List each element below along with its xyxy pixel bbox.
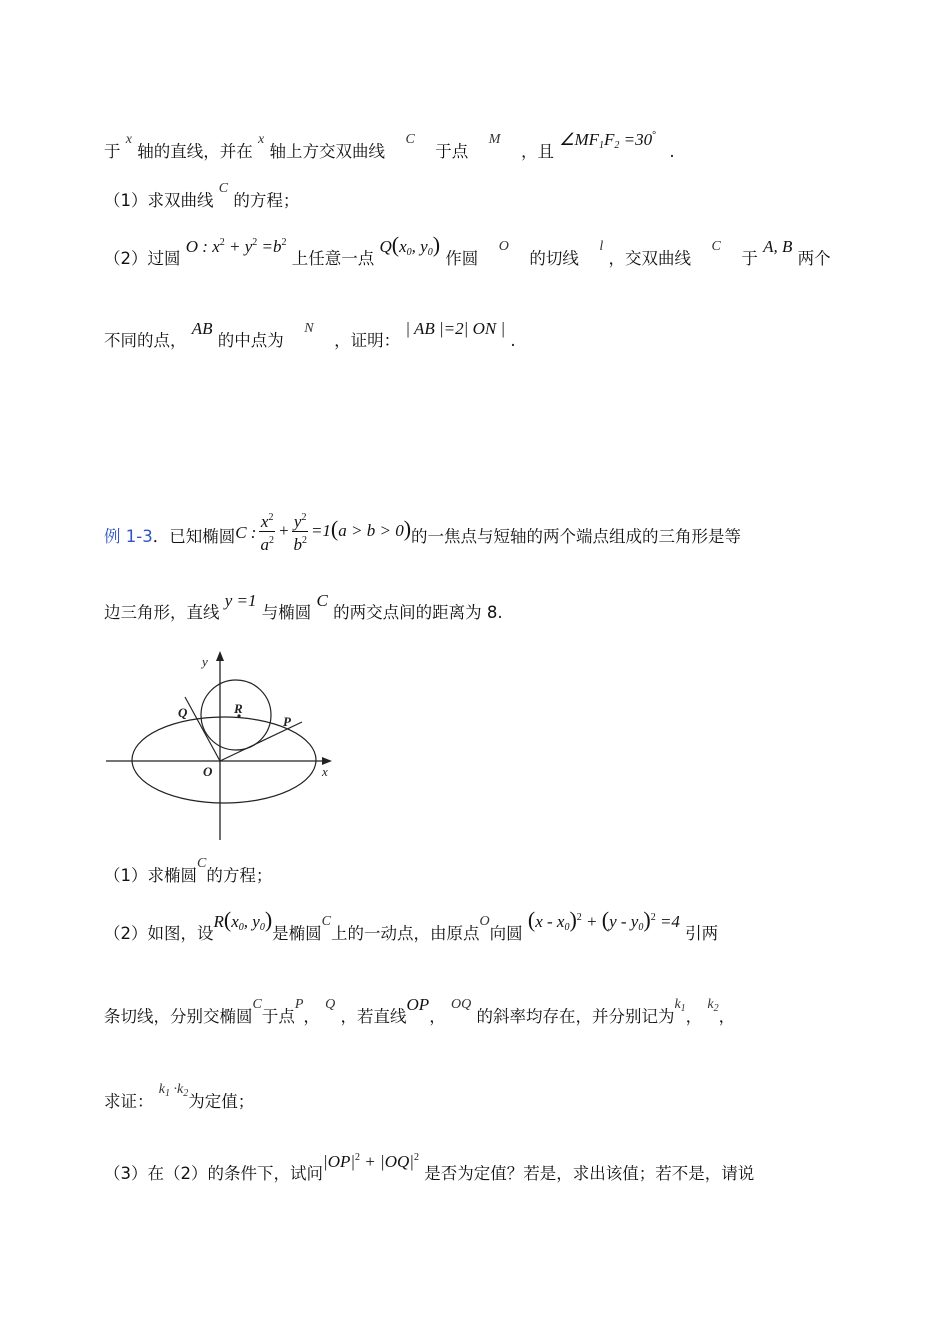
text: 是椭圆 bbox=[272, 924, 322, 943]
text: （3）在（2）的条件下，试问 bbox=[104, 1164, 323, 1183]
var-o: O bbox=[479, 914, 490, 929]
var-c: C bbox=[252, 997, 262, 1012]
period: . bbox=[510, 331, 516, 350]
period: . bbox=[669, 142, 675, 161]
prev-q2 bbox=[104, 232, 846, 277]
var-c: C : bbox=[235, 523, 257, 542]
ellipse-circle-figure bbox=[100, 645, 350, 845]
text: 于点 bbox=[261, 1007, 295, 1026]
text: 于点 bbox=[435, 142, 469, 161]
label-x: x bbox=[322, 764, 328, 779]
text: 不同的点， bbox=[104, 331, 187, 350]
condition: =1(a > b > 0) bbox=[310, 516, 412, 541]
text: （1）求椭圆 bbox=[104, 866, 197, 885]
text: 与椭圆 bbox=[261, 603, 312, 622]
text: 于 bbox=[104, 142, 121, 161]
text: ，证明： bbox=[334, 331, 401, 350]
plus: + bbox=[277, 521, 290, 540]
var-oq: OQ bbox=[450, 997, 472, 1012]
text: 引两 bbox=[685, 924, 719, 943]
var-c: C bbox=[711, 239, 721, 254]
text: 是否为定值？若是，求出该值；若不是，请说 bbox=[424, 1164, 755, 1183]
var-x: x bbox=[125, 132, 132, 147]
text: ， bbox=[429, 1007, 446, 1026]
var-q: Q bbox=[325, 997, 336, 1012]
text: 轴上方交双曲线 bbox=[269, 142, 385, 161]
example-q3 bbox=[104, 1152, 846, 1186]
text: 的切线 bbox=[529, 249, 579, 268]
text: 的中点为 bbox=[217, 331, 284, 350]
example-label: 例 1-3 bbox=[104, 527, 153, 546]
text: 上的一动点，由原点 bbox=[330, 924, 480, 943]
text: 作圆 bbox=[445, 249, 479, 268]
text: 为定值； bbox=[188, 1092, 255, 1111]
var-op: OP bbox=[406, 995, 430, 1014]
label-o: O bbox=[203, 764, 213, 779]
label-r: R bbox=[234, 701, 243, 716]
var-m: M bbox=[488, 132, 501, 147]
text: （2）如图，设 bbox=[104, 924, 214, 943]
label-p: P bbox=[283, 714, 291, 729]
text: 边三角形，直线 bbox=[104, 603, 220, 622]
text: 的方程； bbox=[233, 191, 300, 210]
circle-equation: O : $x^2 + y^2 =b^2$ bbox=[185, 237, 287, 256]
var-c: C bbox=[316, 591, 328, 610]
example-line-2 bbox=[104, 591, 846, 625]
prev-problem-line-1 bbox=[104, 130, 846, 170]
text: （2）过圆 bbox=[104, 249, 181, 268]
text: 的一焦点与短轴的两个端点组成的三角形是等 bbox=[411, 527, 742, 546]
prev-q1 bbox=[104, 181, 846, 215]
text: 两个 bbox=[797, 249, 831, 268]
text: （1）求双曲线 bbox=[104, 191, 214, 210]
text: ．已知椭圆 bbox=[152, 527, 236, 546]
var-o: O bbox=[498, 239, 509, 254]
point-r: $R(x_0$, $y_0$) bbox=[213, 907, 273, 933]
var-l: l bbox=[599, 239, 604, 254]
text: 的方程； bbox=[206, 866, 273, 885]
example-q2-cont bbox=[104, 995, 846, 1035]
text: 轴的直线，并在 bbox=[137, 142, 253, 161]
var-ab: A, B bbox=[763, 237, 793, 256]
sum-of-squares: $|OP|^2 + |OQ|^2$ bbox=[323, 1152, 419, 1171]
text: 条切线，分别交椭圆 bbox=[104, 1007, 253, 1026]
text: 向圆 bbox=[489, 924, 523, 943]
product-k1-k2: $k_1 \cdot k_2$ bbox=[158, 1082, 189, 1099]
text: ，且 bbox=[520, 142, 554, 161]
text: 求证： bbox=[104, 1092, 154, 1111]
fraction-x2-a2: $\frac{x^2}{a^2}$ bbox=[258, 509, 276, 554]
example-q1 bbox=[104, 856, 846, 890]
text: ，交双曲线 bbox=[608, 249, 692, 268]
line-equation: y =1 bbox=[224, 591, 257, 610]
text: ， bbox=[685, 1007, 703, 1026]
var-x: x bbox=[257, 132, 265, 147]
var-c: C bbox=[218, 181, 229, 196]
example-line-1 bbox=[104, 512, 846, 560]
text: 于 bbox=[741, 249, 758, 268]
text: 上任意一点 bbox=[291, 249, 375, 268]
label-q: Q bbox=[178, 705, 188, 720]
var-ab: AB bbox=[191, 319, 213, 338]
var-k2: $k_2$ bbox=[707, 997, 719, 1014]
fraction-y2-b2: $\frac{y^2}{b^2}$ bbox=[291, 509, 309, 554]
var-k1: $k_1$ bbox=[674, 997, 686, 1014]
text: ， bbox=[303, 1007, 320, 1026]
point-q: $Q(x_0$, $y_0$) bbox=[379, 232, 441, 258]
prev-q2-cont bbox=[104, 319, 846, 355]
var-n: N bbox=[304, 321, 314, 336]
text: 的两交点间的距离为 8. bbox=[333, 603, 503, 622]
ab-on-equation: | AB |=2| ON | bbox=[405, 319, 506, 338]
y-axis-arrow bbox=[216, 651, 224, 661]
var-c: C bbox=[321, 914, 331, 929]
circle-equation: $(x - x_0)^2 + (y - y_0)^2 =4$ bbox=[527, 907, 680, 933]
text: 的斜率均存在，并分别记为 bbox=[476, 1007, 675, 1026]
var-c: C bbox=[405, 132, 415, 147]
text: ，若直线 bbox=[340, 1007, 407, 1026]
example-q2-cont-2 bbox=[104, 1082, 846, 1120]
var-p: P bbox=[294, 997, 304, 1012]
ellipse bbox=[132, 717, 316, 803]
angle-equation: $\angle MF_1F_2 =30^\circ$ bbox=[559, 130, 657, 151]
label-y: y bbox=[202, 654, 208, 669]
example-q2 bbox=[104, 907, 846, 952]
var-c: C bbox=[197, 856, 207, 871]
text: ， bbox=[718, 1007, 736, 1026]
